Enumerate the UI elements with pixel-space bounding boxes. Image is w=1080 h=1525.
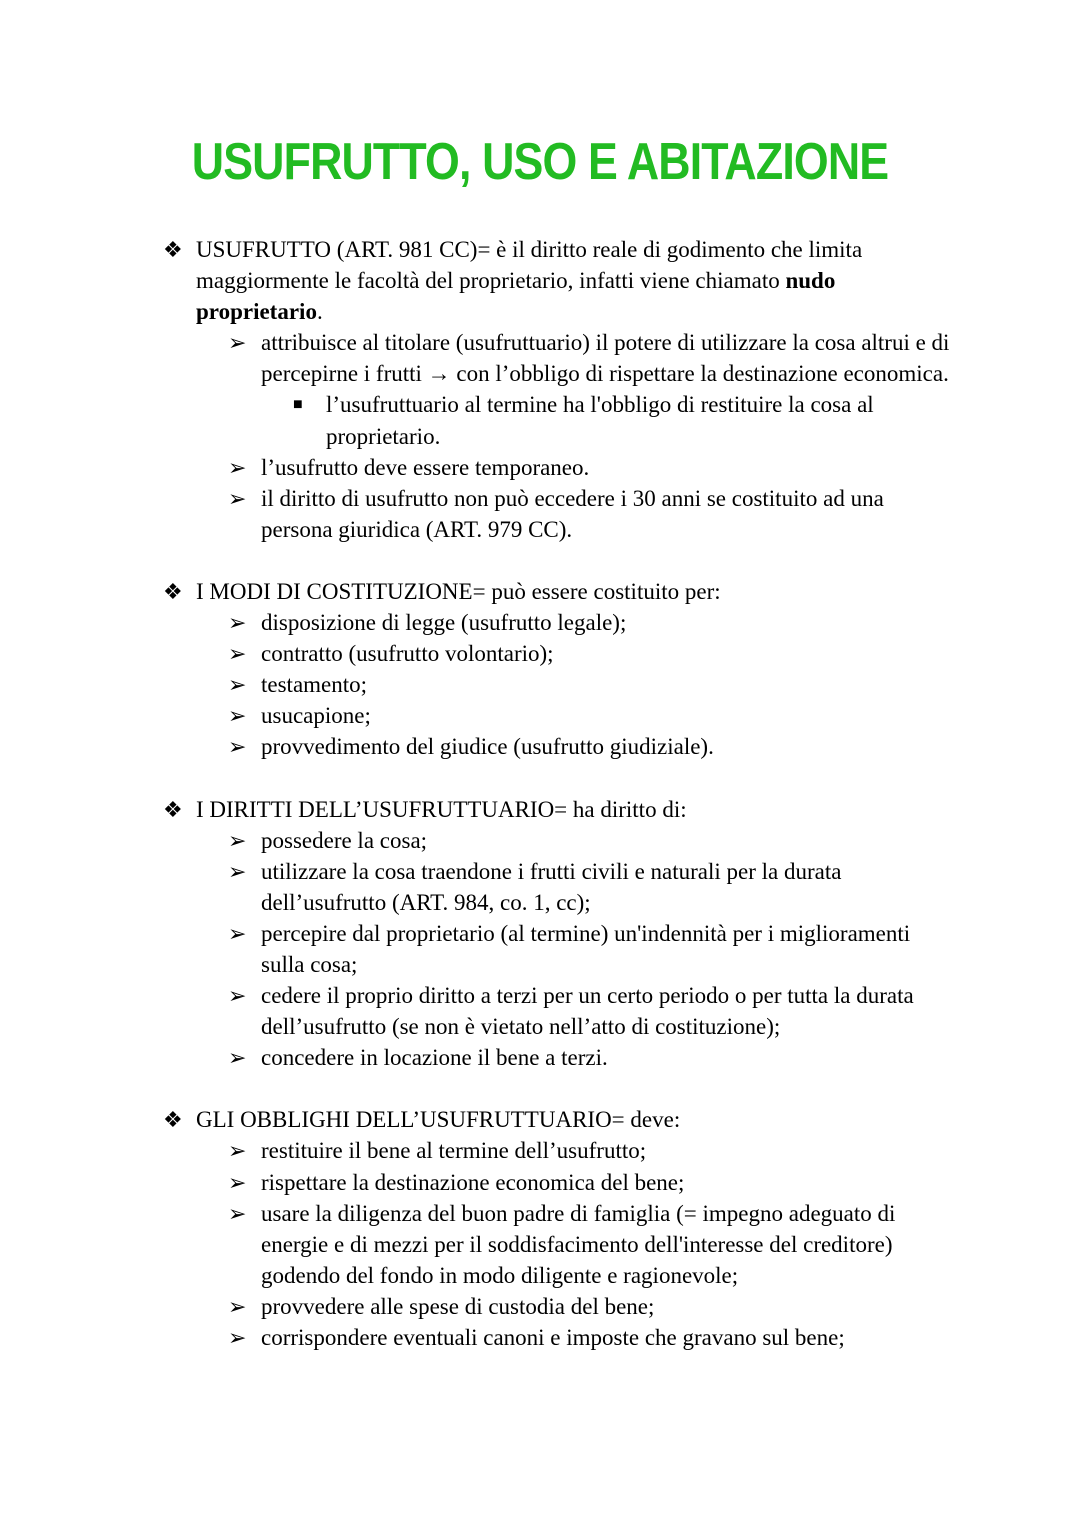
list-item <box>0 1167 1080 1198</box>
arrow-bullet-icon: ➢ <box>228 1045 247 1071</box>
list-item-text: rispettare la destinazione economica del bene; <box>261 1169 685 1195</box>
arrow-bullet-icon: ➢ <box>228 610 247 636</box>
arrow-bullet-icon: ➢ <box>228 1200 247 1226</box>
section-heading <box>0 794 1080 825</box>
section-diritti-usufruttuario <box>0 794 1080 1074</box>
arrow-bullet-icon: ➢ <box>228 641 247 667</box>
list-item-text: cedere il proprio diritto a terzi per un certo periodo o per tutta la durata dell’usufrutto (se non è vietato nell’atto di costituzione); <box>261 983 914 1040</box>
document-body <box>0 234 1080 1384</box>
list-item <box>0 607 1080 638</box>
list-item <box>0 1198 1080 1291</box>
list-item-text: testamento; <box>261 672 368 698</box>
list-item-text: usucapione; <box>261 703 371 729</box>
section-obblighi-usufruttuario <box>0 1104 1080 1353</box>
list-item-text: utilizzare la cosa traendone i frutti civili e naturali per la durata dell’usufrutto (ART. 984, co. 1, cc); <box>261 858 842 915</box>
arrow-bullet-icon: ➢ <box>228 1138 247 1164</box>
list-item <box>0 918 1080 980</box>
list-item <box>0 1135 1080 1166</box>
section-modi-costituzione <box>0 576 1080 763</box>
list-item <box>0 638 1080 669</box>
list-item <box>0 669 1080 700</box>
arrow-bullet-icon: ➢ <box>228 920 247 946</box>
section-usufrutto <box>0 234 1080 545</box>
list-item <box>0 483 1080 545</box>
list-item <box>0 825 1080 856</box>
arrow-bullet-icon: ➢ <box>228 827 247 853</box>
heading-text: I MODI DI COSTITUZIONE= può essere costituito per: <box>196 578 721 604</box>
sub-list-item-text: l’usufruttuario al termine ha l'obbligo di restituire la cosa al proprietario. <box>326 392 874 449</box>
list-item <box>0 327 1080 389</box>
heading-text: I DIRITTI DELL’USUFRUTTUARIO= ha diritto di: <box>196 796 687 822</box>
list-item-text: restituire il bene al termine dell’usufrutto; <box>261 1138 647 1164</box>
arrow-bullet-icon: ➢ <box>228 1169 247 1195</box>
list-item-text: provvedere alle spese di custodia del bene; <box>261 1293 655 1319</box>
arrow-bullet-icon: ➢ <box>228 1325 247 1350</box>
list-item <box>0 700 1080 731</box>
arrow-bullet-icon: ➢ <box>228 454 247 480</box>
heading-bold-text: nudo proprietario <box>196 268 836 325</box>
list-item-text: provvedimento del giudice (usufrutto giudiziale). <box>261 734 714 760</box>
arrow-bullet-icon: ➢ <box>228 983 247 1009</box>
square-bullet-icon: ■ <box>293 396 303 414</box>
list-item-text: concedere in locazione il bene a terzi. <box>261 1045 608 1071</box>
arrow-bullet-icon: ➢ <box>228 734 247 760</box>
list-item <box>0 1291 1080 1322</box>
heading-text-end: . <box>316 299 323 325</box>
list-item-text: attribuisce al titolare (usufruttuario) il potere di utilizzare la cosa altrui e di percepirne i frutti → con l’obbligo di rispettare la destinazione economica. <box>261 330 950 387</box>
section-heading <box>0 576 1080 607</box>
list-item-text: disposizione di legge (usufrutto legale); <box>261 610 627 636</box>
heading-text: GLI OBBLIGHI DELL’USUFRUTTUARIO= deve: <box>196 1107 681 1133</box>
diamond-bullet-icon: ❖ <box>163 1107 183 1133</box>
sub-list-item <box>0 389 1080 451</box>
list-item <box>0 856 1080 918</box>
diamond-bullet-icon: ❖ <box>163 796 183 822</box>
diamond-bullet-icon: ❖ <box>163 237 183 262</box>
list-item <box>0 980 1080 1042</box>
section-heading <box>0 1104 1080 1135</box>
page-title: USUFRUTTO, USO E ABITAZIONE <box>191 133 889 191</box>
heading-text: USUFRUTTO (ART. 981 CC)= è il diritto reale di godimento che limita maggiormente le facoltà del proprietario, infatti viene chiamato <box>196 237 863 294</box>
list-item-text: l’usufrutto deve essere temporaneo. <box>261 454 590 480</box>
arrow-bullet-icon: ➢ <box>228 858 247 884</box>
list-item <box>0 1042 1080 1073</box>
arrow-bullet-icon: ➢ <box>228 1293 247 1319</box>
list-item <box>0 452 1080 483</box>
list-item-text: percepire dal proprietario (al termine) un'indennità per i miglioramenti sulla cosa; <box>261 920 911 977</box>
list-item-text: usare la diligenza del buon padre di famiglia (= impegno adeguato di energie e di mezzi per il soddisfacimento dell'interesse del creditore) godendo del fondo in modo diligente e ragionevole; <box>261 1200 896 1288</box>
list-item <box>0 731 1080 762</box>
list-item-text: contratto (usufrutto volontario); <box>261 641 554 667</box>
list-item <box>0 1322 1080 1353</box>
list-item-text: il diritto di usufrutto non può eccedere i 30 anni se costituito ad una persona giuridica (ART. 979 CC). <box>261 485 884 542</box>
arrow-bullet-icon: ➢ <box>228 703 247 729</box>
list-item-text: corrispondere eventuali canoni e imposte che gravano sul bene; <box>261 1325 845 1350</box>
arrow-bullet-icon: ➢ <box>228 672 247 698</box>
section-heading <box>0 234 1080 327</box>
arrow-bullet-icon: ➢ <box>228 485 247 511</box>
diamond-bullet-icon: ❖ <box>163 578 183 604</box>
arrow-bullet-icon: ➢ <box>228 330 247 356</box>
list-item-text: possedere la cosa; <box>261 827 428 853</box>
